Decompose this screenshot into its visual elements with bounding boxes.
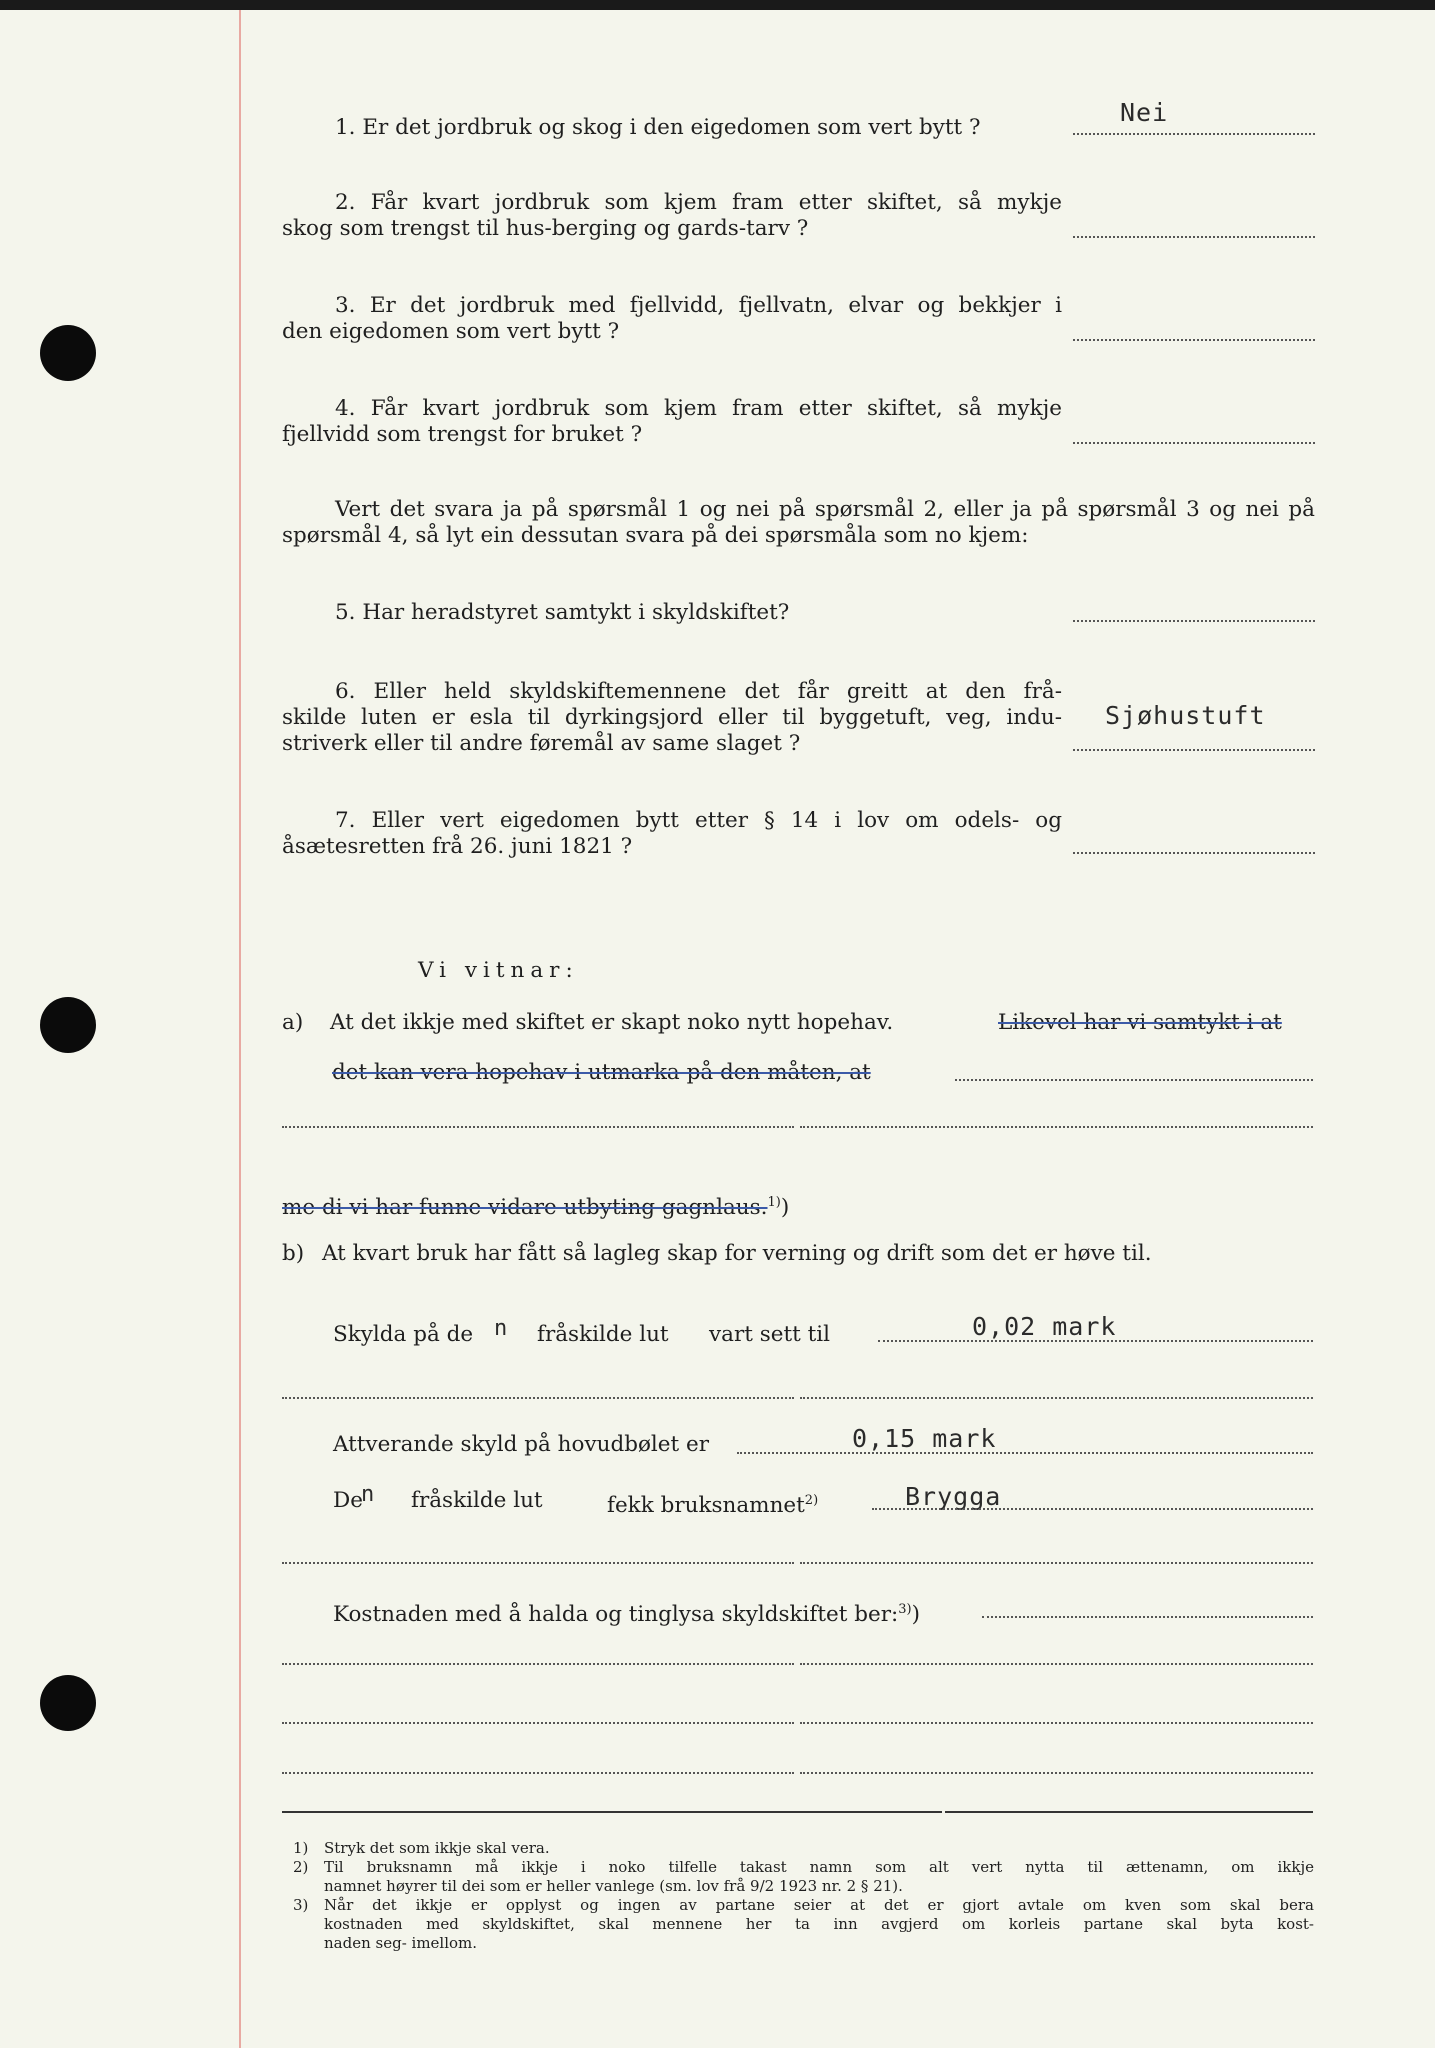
question-7-line-1: 7. Eller vert eigedomen bytt etter § 14 i lov om odels- og (335, 808, 1062, 833)
punch-hole (40, 325, 96, 381)
condition-line-2: spørsmål 4, så lyt ein dessutan svara på dei spørsmåla som no kjem: (282, 523, 1029, 548)
blank-line (955, 1079, 1313, 1081)
answer-line-4 (1073, 442, 1315, 444)
footnote-2-line-2: namnet høyrer til dei som er heller vanlege (sm. lov frå 9/2 1923 nr. 2 § 21). (324, 1877, 903, 1895)
blank-line (800, 1772, 1313, 1774)
skyld-handwritten-n: n (494, 1316, 509, 1341)
skyld-value: 0,02 mark (972, 1312, 1117, 1341)
blank-line (800, 1562, 1313, 1564)
question-2-line-2: skog som trengst til hus-berging og gards-tarv ? (282, 216, 809, 241)
witness-a-struck-3-row (282, 1190, 789, 1221)
blank-line (282, 1126, 794, 1128)
question-4-line-1: 4. Får kvart jordbruk som kjem fram etter skiftet, så mykje (335, 396, 1062, 421)
answer-line-3 (1073, 339, 1315, 341)
punch-hole (40, 1675, 96, 1731)
question-3-line-1: 3. Er det jordbruk med fjellvidd, fjellvatn, elvar og bekkjer i (335, 293, 1062, 318)
footnote-3-line-3: naden seg- imellom. (324, 1934, 478, 1952)
witness-a-struck-3: me di vi har funne vidare utbyting gagnlaus. (282, 1195, 768, 1221)
bruksnamn-line (872, 1508, 1313, 1510)
footnote-1-mark: 1) (293, 1839, 309, 1857)
den-label-post (607, 1488, 818, 1519)
witness-a-struck-2: det kan vera hopehav i utmarka på den måten, at (332, 1060, 871, 1085)
question-6-line-3: striverk eller til andre føremål av same slaget ? (282, 731, 801, 756)
closing-paren: ) (780, 1195, 790, 1221)
kostnad-line (982, 1616, 1313, 1618)
question-7-line-2: åsætesretten frå 26. juni 1821 ? (282, 834, 633, 859)
attverande-label: Attverande skyld på hovudbølet er (333, 1432, 709, 1457)
witness-a-struck-1: Likevel har vi samtykt i at (998, 1010, 1282, 1035)
question-5: 5. Har heradstyret samtykt i skyldskiftet? (335, 600, 790, 625)
closing-paren: ) (911, 1602, 920, 1628)
footnote-3-line-2: kostnaden med skyldskiftet, skal mennene her ta inn avgjerd om korleis partane skal byta kost- (324, 1915, 1314, 1933)
witness-heading: Vi vitnar: (418, 958, 579, 983)
skyld-label-mid: fråskilde lut (537, 1322, 669, 1347)
kostnad-label-text: Kostnaden med å halda og tinglysa skyldskiftet ber: (333, 1602, 899, 1628)
question-2-line-1: 2. Får kvart jordbruk som kjem fram etter skiftet, så mykje (335, 190, 1062, 215)
blank-line (282, 1722, 794, 1724)
attverande-value: 0,15 mark (852, 1424, 997, 1453)
blank-line (800, 1126, 1313, 1128)
footnote-ref-1: 1) (767, 1195, 781, 1210)
footnote-separator (945, 1811, 1313, 1813)
answer-6: Sjøhustuft (1105, 701, 1266, 730)
footnote-2-mark: 2) (293, 1858, 309, 1876)
witness-a-label: a) (282, 1010, 304, 1035)
answer-line-7 (1073, 852, 1315, 854)
condition-line-1: Vert det svara ja på spørsmål 1 og nei på spørsmål 2, eller ja på spørsmål 3 og nei på (335, 497, 1315, 522)
answer-line-1 (1073, 133, 1315, 135)
footnote-3-mark: 3) (293, 1896, 309, 1914)
footnote-ref-2: 2) (804, 1493, 819, 1508)
scan-top-border (0, 0, 1435, 10)
den-label-pre: De (333, 1488, 363, 1513)
question-6-line-2: skilde luten er esla til dyrkingsjord eller til byggetuft, veg, indu- (282, 705, 1062, 730)
skyld-label-post: vart sett til (709, 1322, 830, 1347)
blank-line (282, 1562, 794, 1564)
question-1: 1. Er det jordbruk og skog i den eigedomen som vert bytt ? (335, 115, 981, 140)
footnote-separator (282, 1811, 942, 1813)
kostnad-label (333, 1597, 920, 1628)
question-3-line-2: den eigedomen som vert bytt ? (282, 319, 620, 344)
blank-line (800, 1397, 1313, 1399)
blank-line (282, 1663, 794, 1665)
footnote-1-text: Stryk det som ikkje skal vera. (324, 1839, 550, 1857)
witness-a-text: At det ikkje med skiftet er skapt noko nytt hopehav. (330, 1010, 894, 1035)
margin-rule (239, 10, 241, 2048)
den-label-mid: fråskilde lut (411, 1488, 543, 1513)
witness-b-label: b) (282, 1241, 305, 1266)
answer-1: Nei (1120, 98, 1169, 127)
footnote-3-line-1: Når det ikkje er opplyst og ingen av partane seier at det er gjort avtale om kven som skal bera (324, 1896, 1314, 1914)
answer-line-6 (1073, 749, 1315, 751)
attverande-line (737, 1452, 1313, 1454)
den-label-post-text: fekk bruksnamnet (607, 1493, 805, 1519)
bruksnamn-value: Brygga (905, 1482, 1002, 1511)
footnote-ref-3: 3) (898, 1602, 912, 1617)
blank-line (282, 1772, 794, 1774)
footnote-2-line-1: Til bruksnamn må ikkje i noko tilfelle takast namn som alt vert nytta til ættenamn, om ikkje (324, 1858, 1314, 1876)
blank-line (800, 1663, 1313, 1665)
answer-line-5 (1073, 620, 1315, 622)
question-6-line-1: 6. Eller held skyldskiftemennene det får greitt at den frå- (335, 679, 1062, 704)
skyld-line (878, 1340, 1313, 1342)
witness-b-text: At kvart bruk har fått så lagleg skap for verning og drift som det er høve til. (322, 1241, 1152, 1266)
punch-hole (40, 997, 96, 1053)
den-handwritten-n: n (361, 1482, 376, 1507)
skyld-label-pre: Skylda på de (333, 1322, 474, 1347)
blank-line (800, 1722, 1313, 1724)
answer-line-2 (1073, 236, 1315, 238)
blank-line (282, 1397, 794, 1399)
question-4-line-2: fjellvidd som trengst for bruket ? (282, 422, 643, 447)
